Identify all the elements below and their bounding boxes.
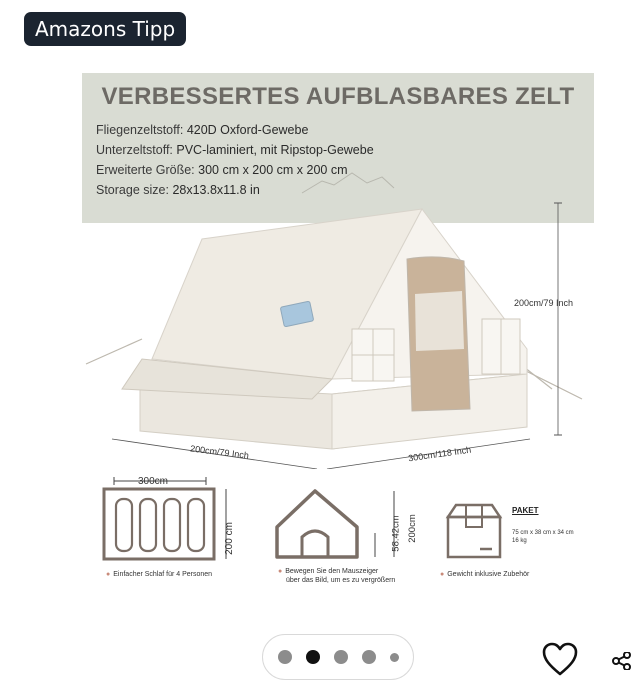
spec-line: Unterzeltstoff: PVC-laminiert, mit Ripstop-Gewebe: [96, 143, 374, 157]
carousel-dot-active[interactable]: [306, 650, 320, 664]
heart-icon[interactable]: [541, 641, 579, 677]
amazons-tipp-badge: Amazons Tipp: [24, 12, 186, 46]
tent-height-label: 200cm: [406, 514, 418, 543]
width-dimension: 300cm/118 Inch: [407, 444, 472, 464]
feature-caption: ● Einfacher Schlaf für 4 Personen: [106, 571, 213, 578]
package-box-icon: [442, 501, 512, 561]
carousel-dot[interactable]: [362, 650, 376, 664]
carousel-dot[interactable]: [334, 650, 348, 664]
paket-weight: 16 kg: [512, 538, 527, 544]
door-height-label: 58.42cm: [390, 515, 402, 552]
bag-width-label: 300cm: [138, 476, 169, 487]
image-carousel-pager: [262, 634, 414, 680]
tent-illustration: [82, 199, 594, 469]
feature-caption: über das Bild, um es zu vergrößern: [286, 577, 396, 584]
depth-dimension: 200cm/79 Inch: [189, 443, 250, 461]
paket-title: PAKET: [512, 506, 539, 515]
paket-dimensions: 75 cm x 38 cm x 34 cm: [512, 530, 574, 536]
spec-line: Erweiterte Größe: 300 cm x 200 cm x 200 cm: [96, 163, 348, 177]
height-dimension: 200cm/79 Inch: [514, 298, 574, 308]
product-title: VERBESSERTES AUFBLASBARES ZELT: [101, 83, 575, 110]
product-image[interactable]: [82, 73, 594, 597]
carousel-dot[interactable]: [278, 650, 292, 664]
share-icon[interactable]: [612, 652, 631, 670]
feature-caption: ● Bewegen Sie den Mauszeiger: [278, 568, 379, 575]
spec-line: Fliegenzeltstoff: 420D Oxford-Gewebe: [96, 123, 309, 137]
carousel-dot[interactable]: [390, 653, 399, 662]
bag-length-label: 200 cm: [223, 522, 235, 555]
feature-caption: ● Gewicht inklusive Zubehör: [440, 571, 530, 578]
spec-line: Storage size: 28x13.8x11.8 in: [96, 183, 260, 197]
